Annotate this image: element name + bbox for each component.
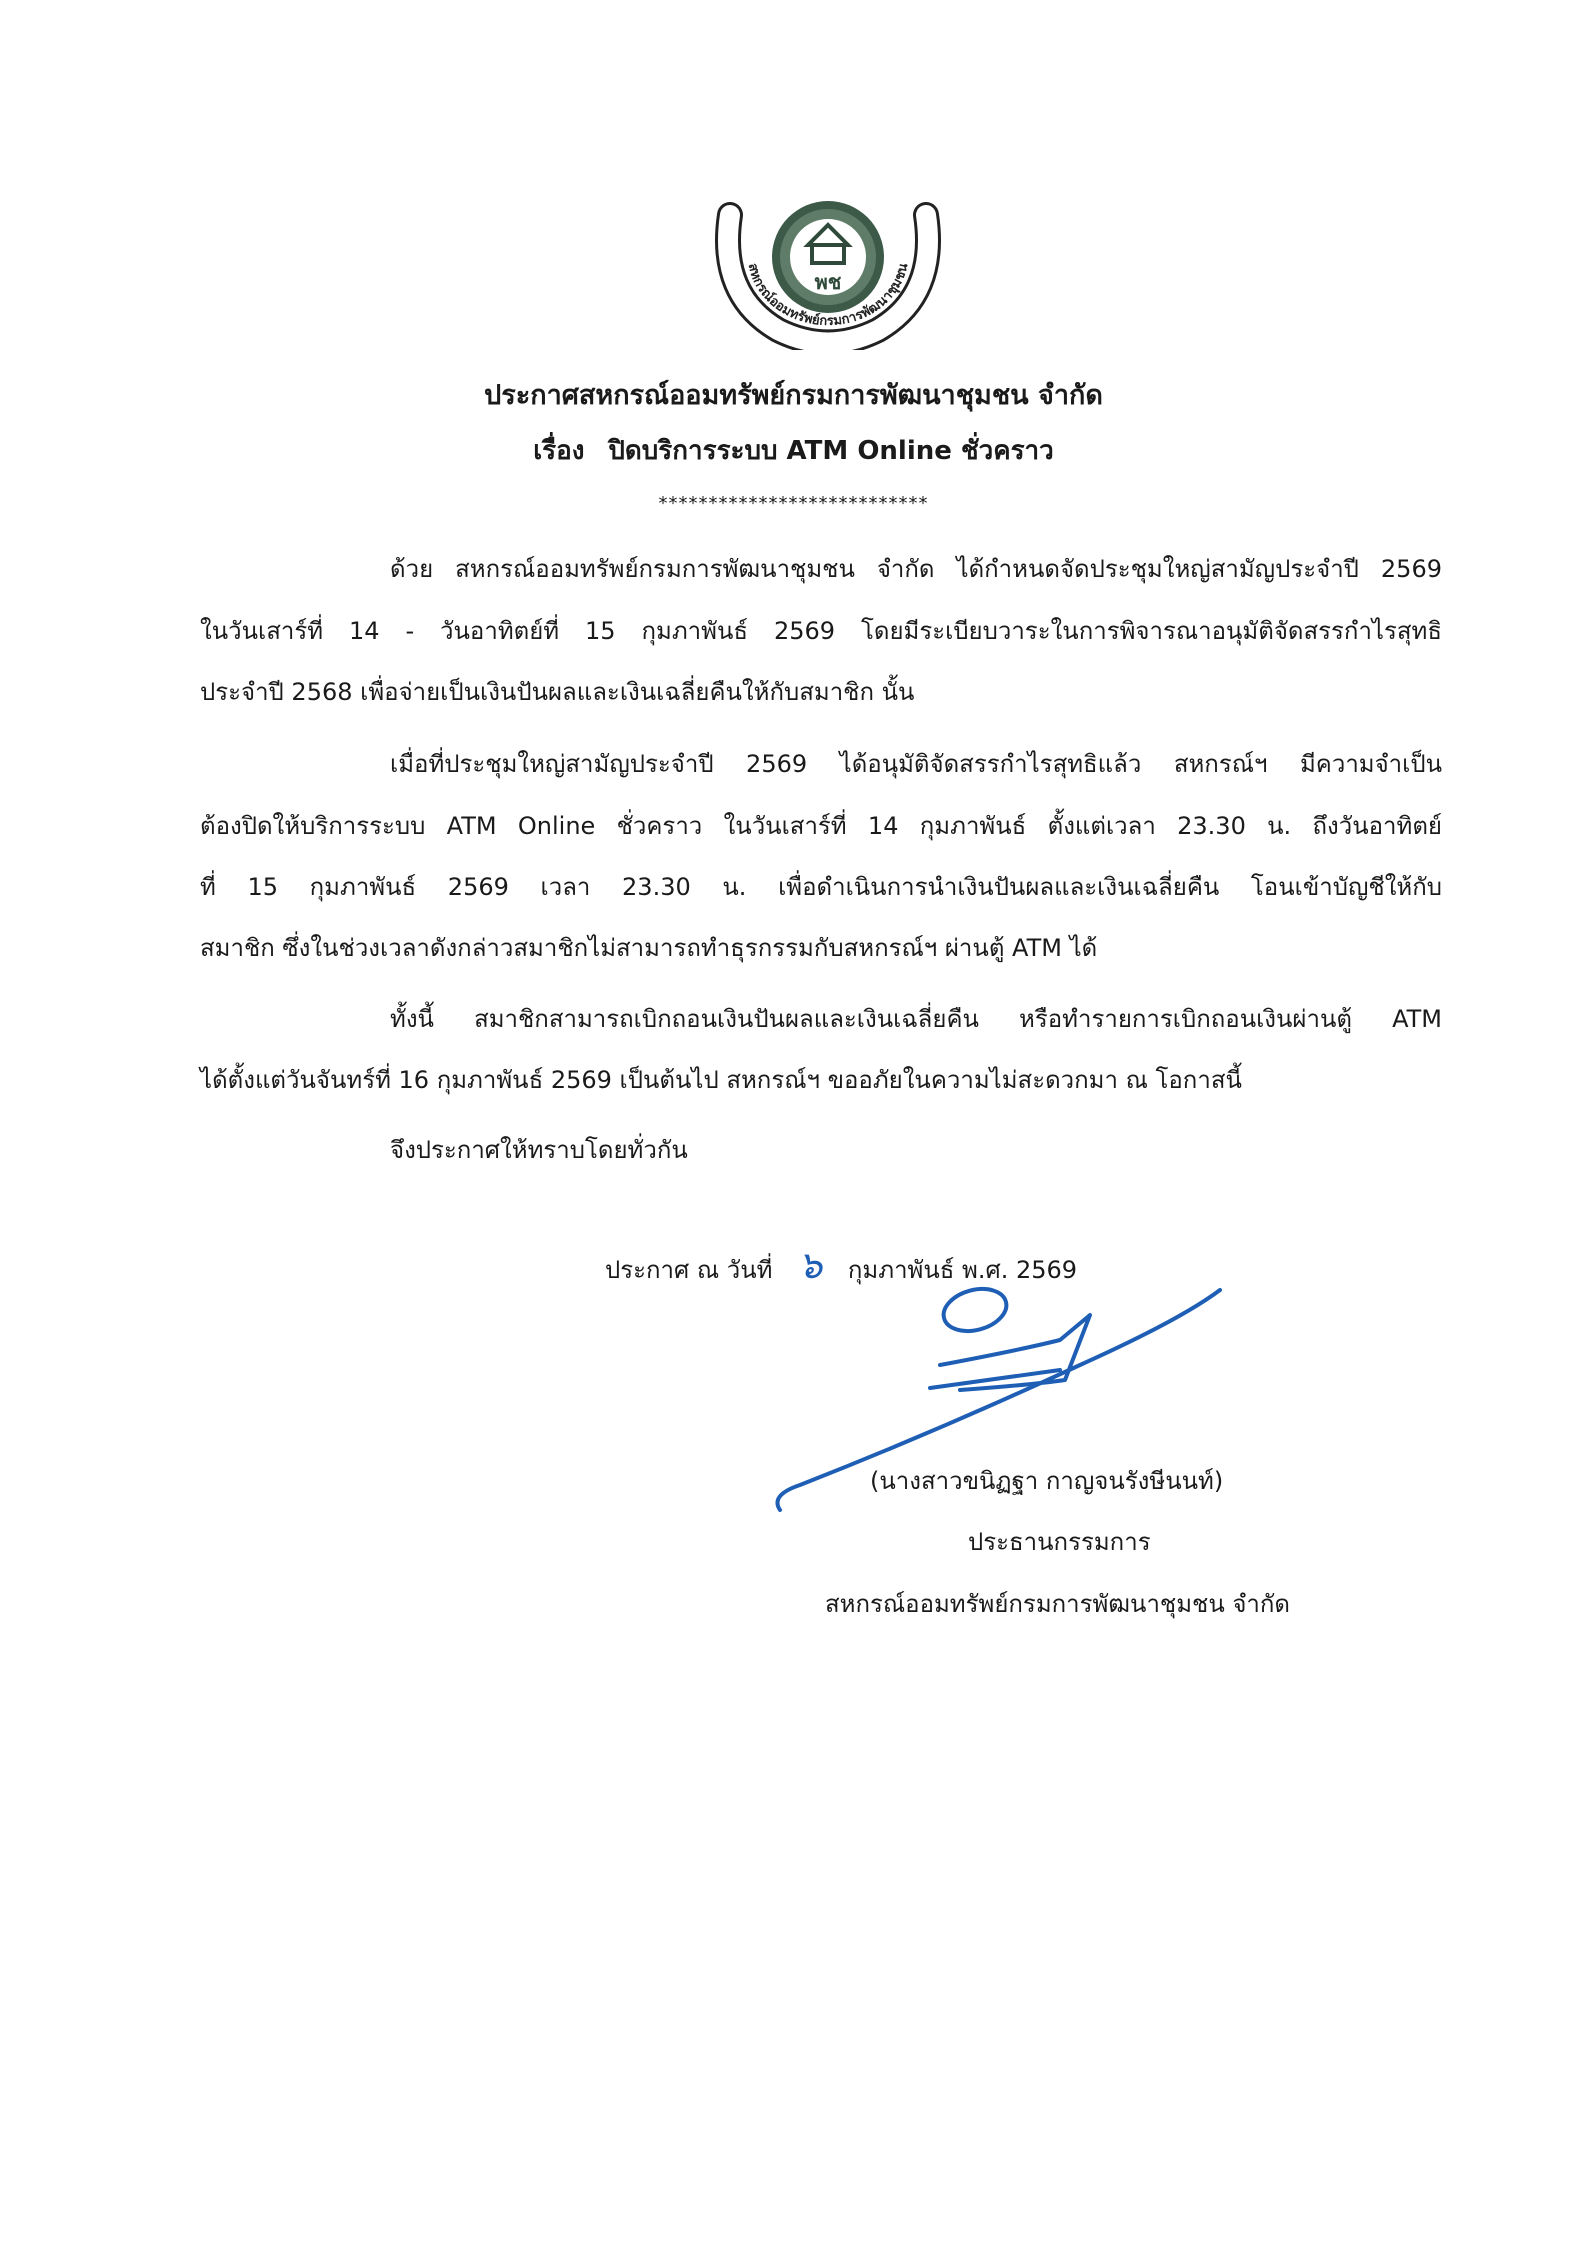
- handwritten-day: ๖: [798, 1243, 823, 1287]
- signatory-position: ประธานกรรมการ: [968, 1528, 1151, 1556]
- paragraph-line: ได้ตั้งแต่วันจันทร์ที่ 16 กุมภาพันธ์ 2569 เป็นต้นไป สหกรณ์ฯ ขออภัยในความไม่สะดวกมา ณ โอกาสนี้: [200, 1066, 1242, 1094]
- announcement-title: ประกาศสหกรณ์ออมทรัพย์กรมการพัฒนาชุมชน จำกัด: [484, 380, 1103, 411]
- date-suffix: กุมภาพันธ์ พ.ศ. 2569: [847, 1256, 1078, 1284]
- paragraph-line: ที่ 15 กุมภาพันธ์ 2569 เวลา 23.30 น. เพื่อดำเนินการนำเงินปันผลและเงินเฉลี่ยคืน โอนเข้าบัญชีให้กับ: [200, 873, 1442, 901]
- paragraph-line: ต้องปิดให้บริการระบบ ATM Online ชั่วคราว ในวันเสาร์ที่ 14 กุมภาพันธ์ ตั้งแต่เวลา 23.30 น. ถึงวันอาทิตย์: [200, 812, 1442, 840]
- cooperative-logo: [708, 185, 948, 350]
- paragraph-line: เมื่อที่ประชุมใหญ่สามัญประจำปี 2569 ได้อนุมัติจัดสรรกำไรสุทธิแล้ว สหกรณ์ฯ มีความจำเป็น: [390, 750, 1442, 778]
- closing-line: จึงประกาศให้ทราบโดยทั่วกัน: [390, 1136, 688, 1164]
- signatory-organization: สหกรณ์ออมทรัพย์กรมการพัฒนาชุมชน จำกัด: [825, 1590, 1291, 1618]
- signatory-name: (นางสาวขนิฏฐา กาญจนรังษีนนท์): [870, 1467, 1224, 1495]
- date-prefix: ประกาศ ณ วันที่: [605, 1256, 773, 1284]
- subject-text: ปิดบริการระบบ ATM Online ชั่วคราว: [608, 436, 1054, 466]
- paragraph-line: สมาชิก ซึ่งในช่วงเวลาดังกล่าวสมาชิกไม่สามารถทำธุรกรรมกับสหกรณ์ฯ ผ่านตู้ ATM ได้: [200, 934, 1098, 962]
- paragraph-line: ในวันเสาร์ที่ 14 - วันอาทิตย์ที่ 15 กุมภาพันธ์ 2569 โดยมีระเบียบวาระในการพิจารณาอนุมัติจัดสรรกำไรสุทธิ: [200, 617, 1442, 645]
- paragraph-line: ด้วย สหกรณ์ออมทรัพย์กรมการพัฒนาชุมชน จำกัด ได้กำหนดจัดประชุมใหญ่สามัญประจำปี 2569: [390, 555, 1442, 583]
- logo-center-text: พช: [814, 270, 842, 294]
- logo-ring-text: สหกรณ์ออมทรัพย์กรมการพัฒนาชุมชน: [744, 261, 912, 330]
- separator: ***************************: [658, 493, 929, 514]
- announcement-subject: [0, 430, 1587, 471]
- paragraph-line: ประจำปี 2568 เพื่อจ่ายเป็นเงินปันผลและเงินเฉลี่ยคืนให้กับสมาชิก นั้น: [200, 678, 915, 706]
- subject-label: เรื่อง: [533, 436, 585, 466]
- paragraph-line: ทั้งนี้ สมาชิกสามารถเบิกถอนเงินปันผลและเงินเฉลี่ยคืน หรือทำรายการเบิกถอนเงินผ่านตู้ ATM: [390, 1005, 1442, 1033]
